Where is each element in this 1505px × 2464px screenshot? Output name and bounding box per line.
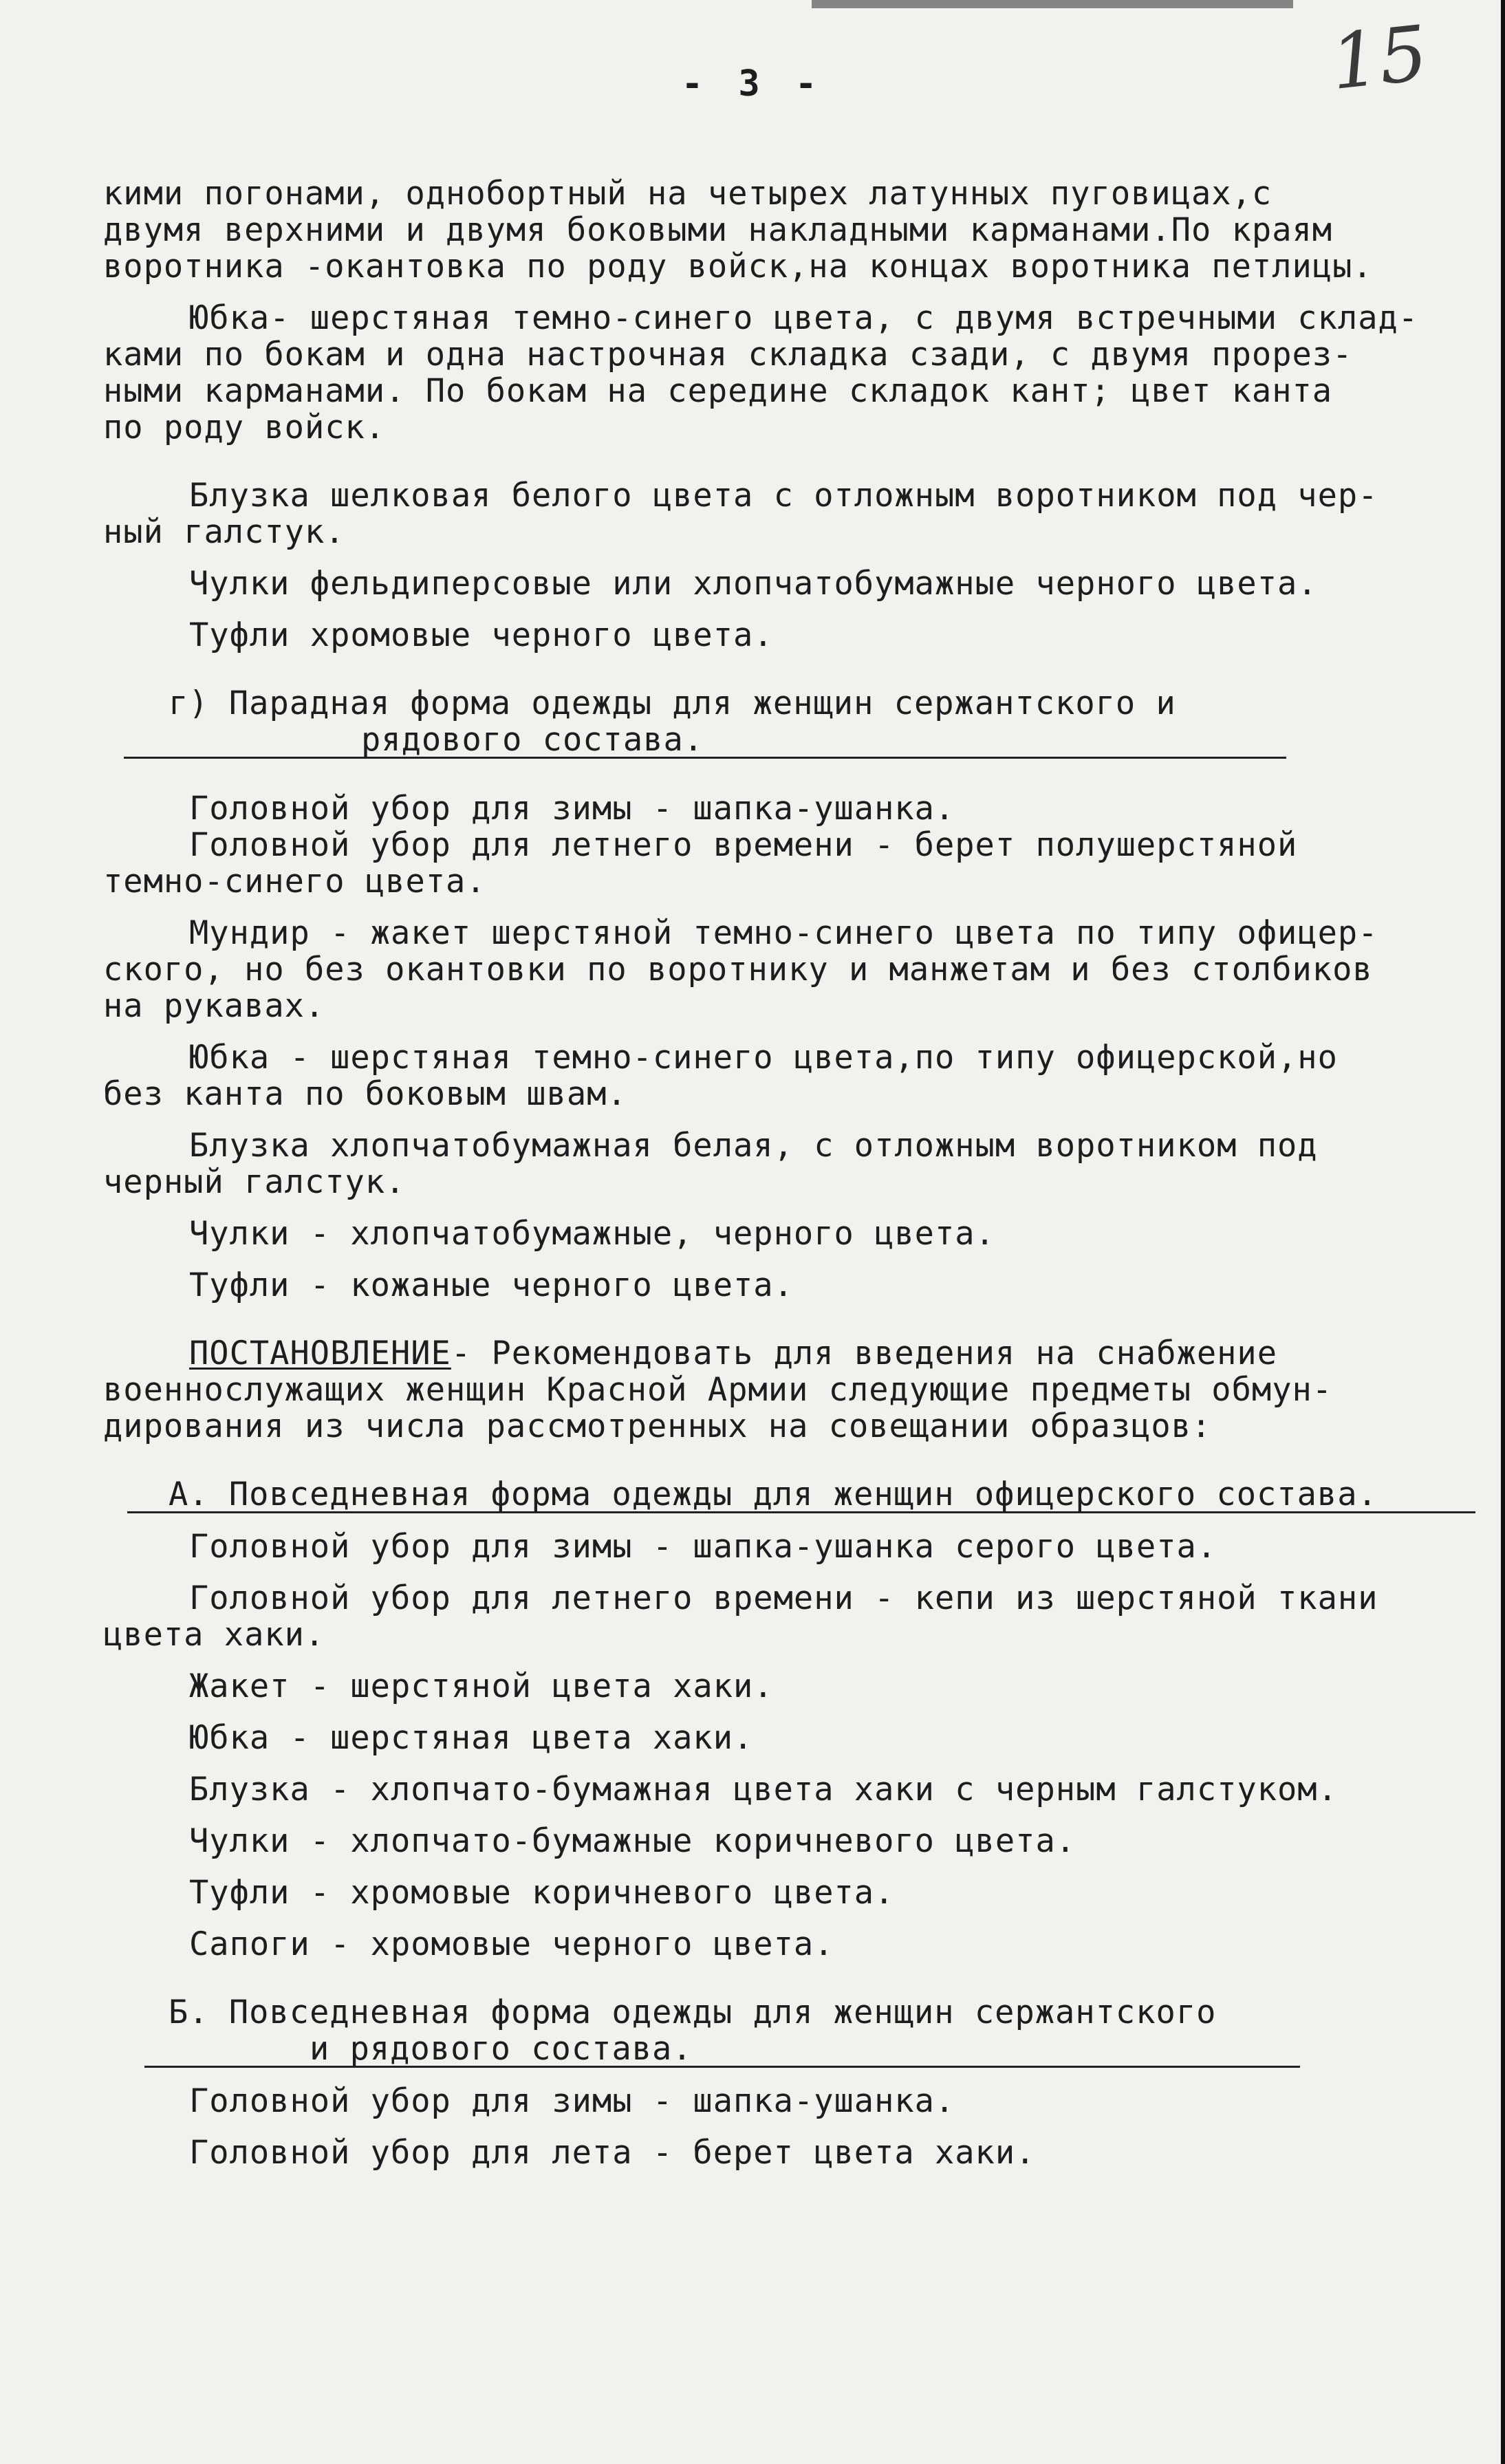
text-line: воротника -окантовка по роду войск,на концах воротника петлицы.: [103, 248, 1373, 285]
list-item: Головной убор для лета - берет цвета хаки.: [189, 2134, 1036, 2172]
text-line: ными карманами. По бокам на середине складок кант; цвет канта: [103, 372, 1333, 410]
list-item: Блузка - хлопчато-бумажная цвета хаки с черным галстуком.: [189, 1771, 1338, 1808]
heading-line: А. Повседневная форма одежды для женщин офицерского состава.: [169, 1476, 1378, 1513]
section-heading-b: [103, 1994, 1469, 2068]
scan-edge-line: [1501, 0, 1505, 2464]
text-line: Мундир - жакет шерстяной темно-синего цвета по типу офицер-: [189, 914, 1378, 952]
list-item: цвета хаки.: [103, 1616, 325, 1654]
text-line: ный галстук.: [103, 513, 345, 551]
text-line: дирования из числа рассмотренных на совещании образцов:: [103, 1407, 1212, 1445]
text-line: Головной убор для зимы - шапка-ушанка.: [189, 790, 955, 828]
text-line: кими погонами, однобортный на четырех латунных пуговицах,с: [103, 175, 1273, 213]
list-item: Головной убор для зимы - шапка-ушанка серого цвета.: [189, 1528, 1217, 1566]
top-edge-mark: [812, 0, 1293, 8]
text-line: Головной убор для летнего времени - берет полушерстяной: [189, 826, 1298, 864]
resolution-label: ПОСТАНОВЛЕНИЕ: [189, 1334, 451, 1372]
resolution-line: [103, 1335, 1469, 1372]
text-line: ками по бокам и одна настрочная складка сзади, с двумя прорез-: [103, 336, 1353, 374]
section-heading-a: [103, 1476, 1469, 1513]
list-item: Жакет - шерстяной цвета хаки.: [189, 1667, 774, 1705]
list-item: Головной убор для зимы - шапка-ушанка.: [189, 2082, 955, 2120]
text-line: по роду войск.: [103, 409, 386, 446]
heading-line: и рядового состава.: [310, 2030, 693, 2068]
text-line: Юбка - шерстяная темно-синего цвета,по типу офицерской,но: [189, 1039, 1338, 1077]
text-line: Блузка хлопчатобумажная белая, с отложным воротником под: [189, 1127, 1318, 1165]
text-line: Чулки - хлопчатобумажные, черного цвета.: [189, 1215, 995, 1253]
text-line: ского, но без окантовки по воротнику и манжетам и без столбиков: [103, 951, 1373, 988]
heading-line: рядового состава.: [361, 721, 704, 759]
text-line: черный галстук.: [103, 1163, 406, 1201]
heading-line: г) Парадная форма одежды для женщин сержантского и: [169, 684, 1176, 722]
text-line: Юбка- шерстяная темно-синего цвета, с двумя встречными склад-: [189, 299, 1419, 337]
section-heading-g: [103, 685, 1469, 759]
handwritten-page-number: 15: [1326, 9, 1432, 107]
list-item: Чулки - хлопчато-бумажные коричневого цвета.: [189, 1822, 1076, 1860]
text-line: Блузка шелковая белого цвета с отложным воротником под чер-: [189, 477, 1378, 515]
text-line: военнослужащих женщин Красной Армии следующие предметы обмун-: [103, 1371, 1333, 1409]
text-line: Туфли хромовые черного цвета.: [189, 616, 774, 654]
text-line: темно-синего цвета.: [103, 863, 486, 900]
text-line: Туфли - кожаные черного цвета.: [189, 1266, 794, 1304]
page-number: - 3 -: [681, 63, 824, 105]
heading-line: Б. Повседневная форма одежды для женщин сержантского: [169, 1993, 1217, 2031]
list-item: Сапоги - хромовые черного цвета.: [189, 1925, 834, 1963]
text-line: на рукавах.: [103, 987, 325, 1025]
document-body: [103, 175, 1469, 2171]
text-line: Чулки фельдиперсовые или хлопчатобумажные черного цвета.: [189, 565, 1318, 603]
resolution-text: - Рекомендовать для введения на снабжение: [451, 1334, 1278, 1372]
text-line: двумя верхними и двумя боковыми накладными карманами.По краям: [103, 211, 1333, 249]
list-item: Головной убор для летнего времени - кепи из шерстяной ткани: [189, 1579, 1378, 1617]
list-item: Туфли - хромовые коричневого цвета.: [189, 1874, 895, 1912]
list-item: Юбка - шерстяная цвета хаки.: [189, 1719, 754, 1757]
text-line: без канта по боковым швам.: [103, 1075, 627, 1113]
